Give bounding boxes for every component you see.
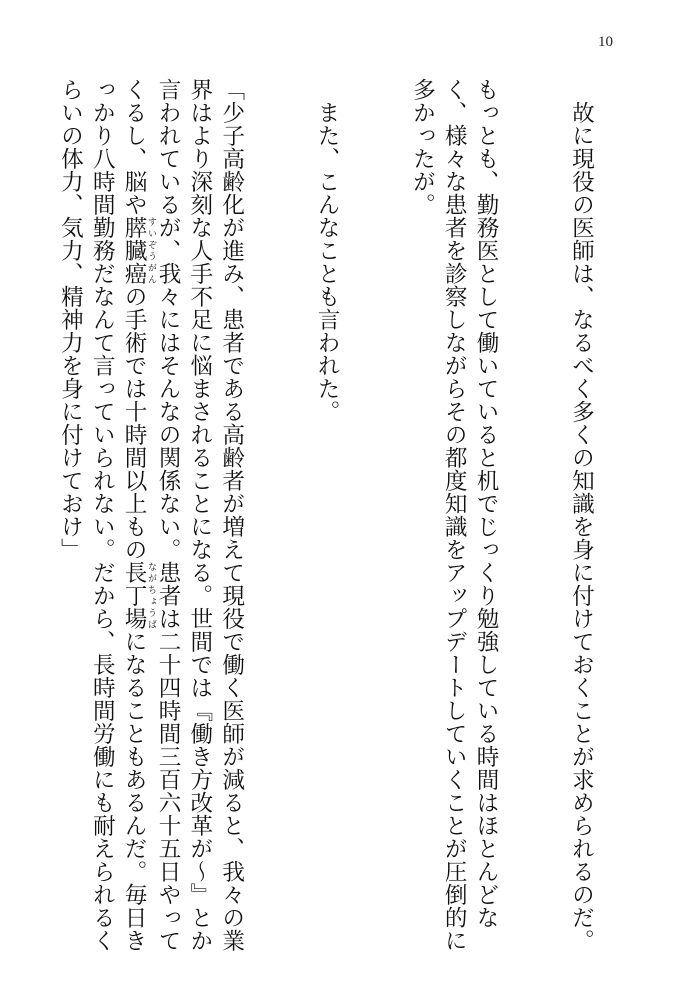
paragraph: 故に現役の医師は、なるべく多くの知識を身に付けておくことが求められるのだ。 [568,78,595,952]
paragraph: また、こんなことも言われた。 [314,78,341,423]
paragraph: 「少子高齢化が進み、患者である高齢者が増えて現役で働く医師が減ると、我々の業界はより深刻な人手不足に悩まされることになる。世間では『働き方改革が〜』とか言われているが、我々にはそんなの関係ない。患者は二十四時間三百六十五日やってくるし、脳や膵臓 すいぞう癌 がんの手術では十時間以上もの長丁場 ながちょうばになることもあるんだ。毎日きっかり八時間勤務だなんて言っていられない。だから、長時間労働にも耐えられるくらいの体力、気力、精神力を身に付けておけ」 [57,78,245,952]
paragraph: もっとも、勤務医として働いていると机でじっくり勉強している時間はほとんどなく、様々な患者を診察しながらその都度知識をアップデートしていくことが圧倒的に多かったが。 [409,78,500,952]
vertical-body-text [20,78,660,958]
page-number: 10 [598,34,613,50]
